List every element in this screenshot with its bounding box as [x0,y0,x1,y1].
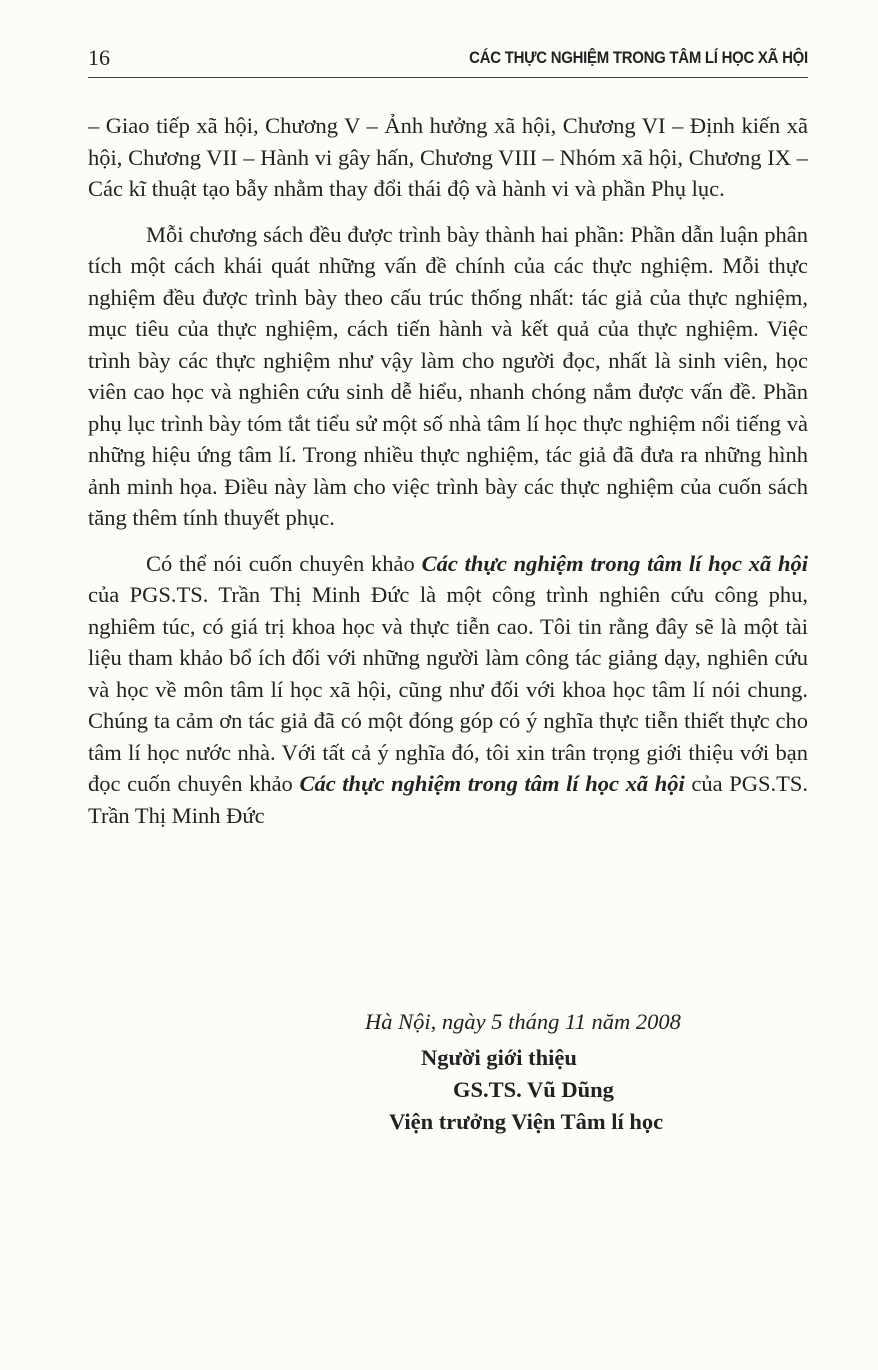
paragraph-text: Có thể nói cuốn chuyên khảo [146,550,422,576]
signature-name: GS.TS. Vũ Dũng [453,1077,614,1102]
paragraph-structure: Mỗi chương sách đều được trình bày thành hai phần: Phần dẫn luận phân tích một cách khái quát những vấn đề chính của các thực nghiệm. Mỗi thực nghiệm đều được trình bày theo cấu trúc thống nhất: tác giả của thực nghiệm, mục tiêu của thực nghiệm, cách tiến hành và kết quả của thực nghiệm. Việc trình bày các thực nghiệm như vậy làm cho người đọc, nhất là sinh viên, học viên cao học và nghiên cứu sinh dễ hiểu, nhanh chóng nắm được vấn đề. Phần phụ lục trình bày tóm tắt tiểu sử một số nhà tâm lí học thực nghiệm nổi tiếng và những hiệu ứng tâm lí. Trong nhiều thực nghiệm, tác giả đã đưa ra những hình ảnh minh họa. Điều này làm cho việc trình bày các thực nghiệm của cuốn sách tăng thêm tính thuyết phục. [88,221,808,530]
signature-date: Hà Nội, ngày 5 tháng 11 năm 2008 [365,1009,681,1034]
book-title: Các thực nghiệm trong tâm lí học xã hội [299,771,685,796]
paragraph-chapter-list: – Giao tiếp xã hội, Chương V – Ảnh hưởng xã hội, Chương VI – Định kiến xã hội, Chương VII – Hành vi gây hấn, Chương VIII – Nhóm xã hội, Chương IX – Các kĩ thuật tạo bẫy nhằm thay đổi thái độ và hành vi và phần Phụ lục. [88,113,808,201]
paragraph-assessment [88,548,808,832]
running-title: CÁC THỰC NGHIỆM TRONG TÂM LÍ HỌC XÃ HỘI [469,48,808,67]
signature-block [365,1006,785,1138]
page-number: 16 [88,45,110,70]
signature-role: Người giới thiệu [421,1045,577,1070]
header-rule [88,77,808,78]
paragraph-text: của PGS.TS. Trần Thị Minh Đức [88,771,808,828]
paragraph-text: của PGS.TS. Trần Thị Minh Đức là một công trình nghiên cứu công phu, nghiêm túc, có giá trị khoa học và thực tiễn cao. Tôi tin rằng đây sẽ là một tài liệu tham khảo bổ ích đối với những người làm công tác giảng dạy, nghiên cứu và học về môn tâm lí học xã hội, cũng như đối với khoa học tâm lí nói chung. Chúng ta cảm ơn tác giả đã có một đóng góp có ý nghĩa thực tiễn thiết thực cho tâm lí học nước nhà. Với tất cả ý nghĩa đó, tôi xin trân trọng giới thiệu với bạn đọc cuốn chuyên khảo [88,582,808,796]
signature-position: Viện trưởng Viện Tâm lí học [389,1109,664,1134]
page-header [88,44,808,72]
body-text [88,110,808,831]
book-title: Các thực nghiệm trong tâm lí học xã hội [421,550,808,576]
